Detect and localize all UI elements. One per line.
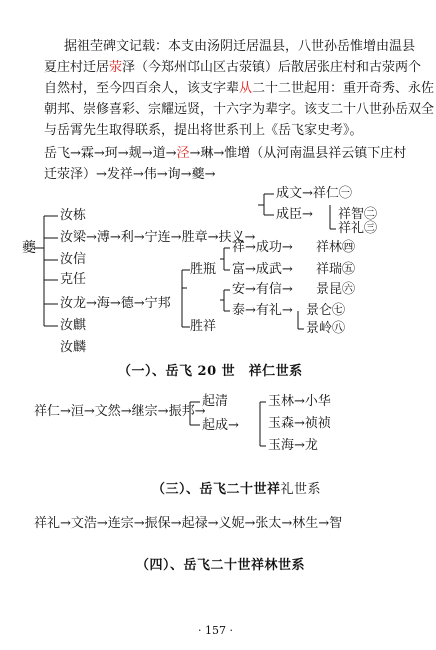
tree-sub-3-end: 景昆㊅ [316, 282, 356, 297]
tree-branch-7: 汝麟 [60, 340, 87, 355]
tree-xiangzhi: 祥智㊁ [338, 207, 378, 222]
sec1-yulin: 玉林→小华 [268, 394, 331, 409]
sec1-lineage: 祥仁→洹→文然→继宗→振邦→ [34, 404, 206, 419]
section-heading-xiangren: （一）、岳飞 20 世 祥仁世系 [118, 364, 303, 379]
tree-sub-3: 安→有信→ [232, 282, 293, 297]
tree-branch-3: 汝信 [60, 252, 87, 267]
intro-line-3: 自然村，至今四百余人，该支字辈从二十二世起用：重开奇秀、永佐 [44, 81, 435, 96]
sec2-lineage: 祥礼→文浩→连宗→振保→起禄→义妮→张太→林生→智 [34, 516, 343, 531]
tree-branch-2: 汝梁→溥→利→宁连→胜章→扶义→ [60, 230, 256, 245]
tree-chengwen: 成文→祥仁㊀ [276, 186, 352, 201]
tree-branch-4: 克任 [60, 272, 87, 287]
section-heading-xiangli: （三）、岳飞二十世祥礼世系 [152, 482, 322, 497]
sec1-qiqing: 起清 [202, 394, 229, 409]
tree-sub-2-end: 祥瑞㊄ [316, 262, 356, 277]
tree-chengchen: 成臣→ [276, 207, 313, 222]
sec1-yuhai: 玉海→龙 [268, 438, 318, 453]
tree-sub-1-end: 祥林㊃ [316, 240, 356, 255]
intro-line-5: 与岳霄先生取得联系，提出将世系刊上《岳飞家史考》。 [44, 123, 363, 138]
sec1-yusen: 玉森→祯祯 [268, 416, 331, 431]
tree-sub-4: 泰→有礼→ [232, 303, 293, 318]
intro-line-4: 朝邦、崇修喜彩、宗耀远贤，十六字为辈字。该支二十八世孙岳双全 [44, 102, 435, 117]
section-heading-xianglin: （四）、岳飞二十世祥林世系 [136, 558, 306, 573]
tree-sub-2: 富→成武→ [232, 262, 293, 277]
intro-line-1: 据祖茔碑文记载：本支由汤阴迁居温县，八世孙岳惟增由温县 [64, 39, 416, 54]
tree-branch-6: 汝麒 [60, 318, 87, 333]
tree-sub-4-end: 景仑㊆ [306, 303, 346, 318]
tree-xiangli: 祥礼㊂ [338, 221, 378, 236]
tree-sub-1: 祥→成功→ [232, 240, 293, 255]
lineage-line-1: 岳飞→霖→珂→觌→道→泾→琳→惟增（从河南温县祥云镇下庄村 [44, 146, 407, 161]
tree-root: 夔 [22, 240, 36, 256]
tree-sub-4-end-2: 景岭㊇ [306, 321, 346, 336]
lineage-line-2: 迁荥泽）→发祥→伟→询→夔→ [44, 167, 216, 182]
sec1-qicheng: 起成→ [202, 418, 239, 433]
tree-branch-5: 汝龙→海→德→宁邦 [60, 296, 171, 311]
intro-line-2: 夏庄村迁居荥泽（今郑州邙山区古荥镇）后散居张庄村和古荥两个 [44, 60, 422, 75]
page-number: · 157 · [198, 624, 233, 637]
tree-shengping: 胜瓶 [190, 262, 217, 277]
tree-shengxiang: 胜祥 [190, 319, 217, 334]
tree-branch-1: 汝栋 [60, 208, 87, 223]
